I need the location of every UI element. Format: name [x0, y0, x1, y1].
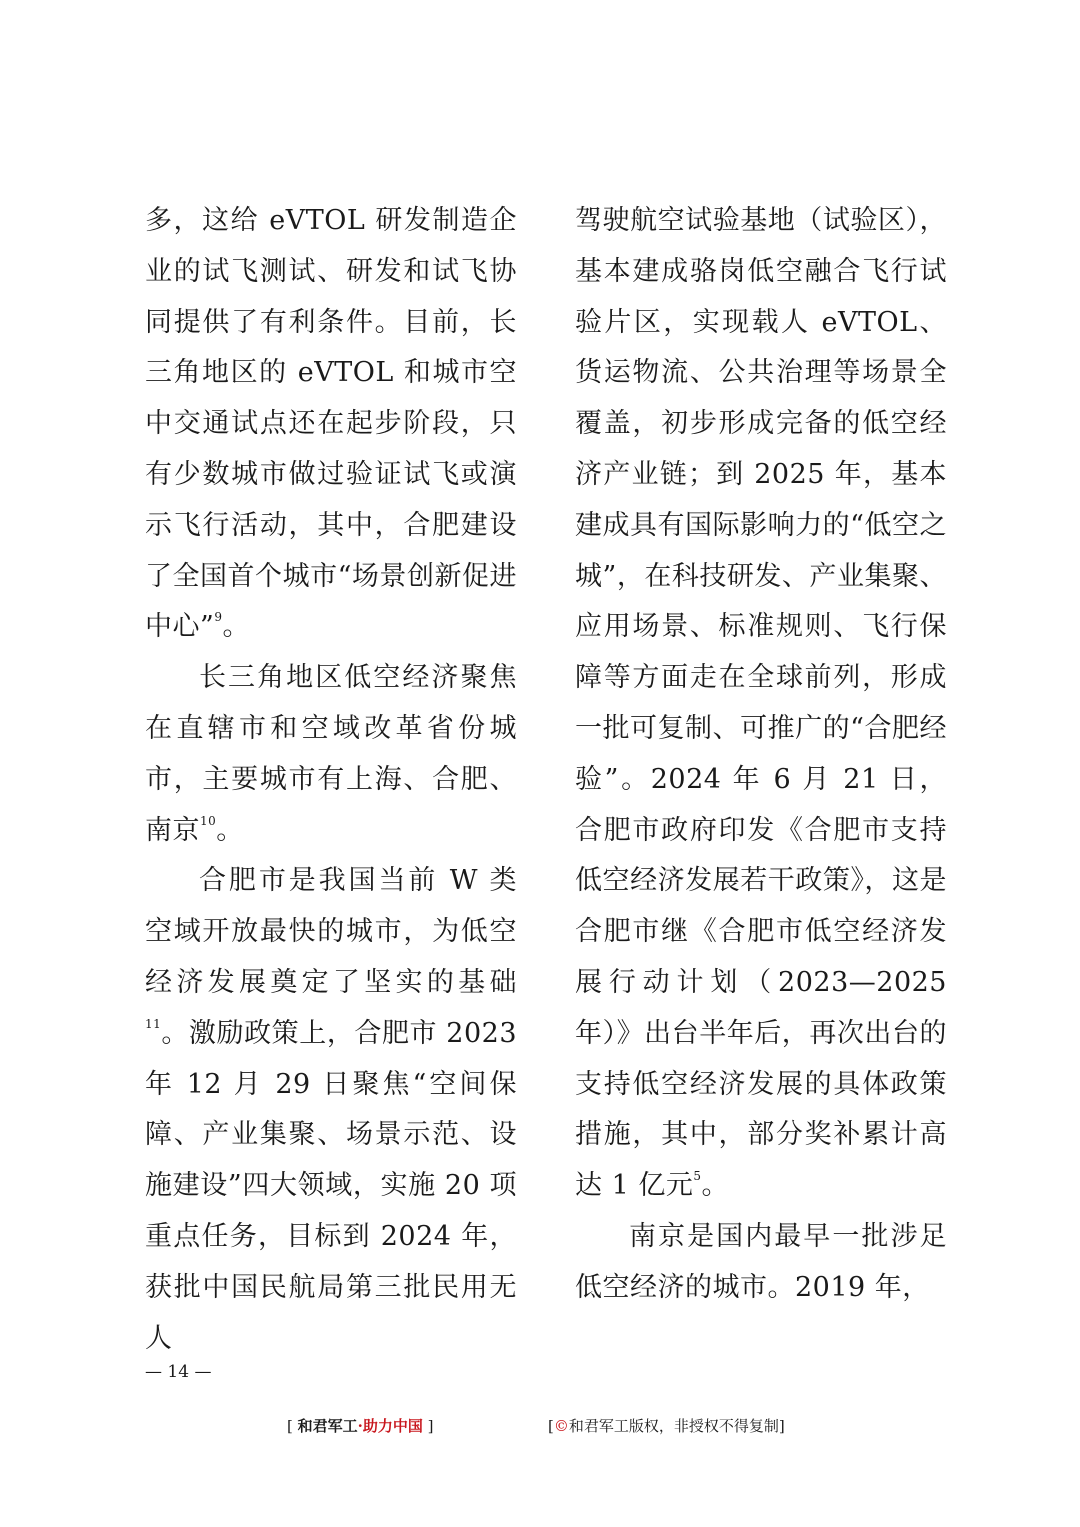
brand-name: 和君军工 [297, 1417, 358, 1435]
left-paragraph-1-text: 多，这给 eVTOL 研发制造企业的试飞测试、研发和试飞协同提供了有利条件。目前，长三角地区的 eVTOL 和城市空中交通试点还在起步阶段，只有少数城市做过验证试飞或演示飞行活动，其中，合肥建设了全国首个城市“场景创新促进中心” [145, 205, 517, 643]
left-column [145, 196, 517, 1364]
left-paragraph-3-text-a: 合肥市是我国当前 W 类空域开放最快的城市，为低空经济发展奠定了坚实的基础 [145, 865, 517, 998]
right-paragraph-1-end: 。 [701, 1170, 729, 1202]
right-column [575, 196, 947, 1314]
footer-bracket-close: ] [422, 1417, 434, 1435]
footnote-ref-5[interactable]: 5 [693, 1169, 702, 1184]
left-paragraph-1-end: 。 [222, 611, 250, 643]
left-paragraph-2-end: 。 [216, 814, 244, 846]
brand-slogan: 助力中国 [362, 1417, 423, 1435]
right-paragraph-2-text: 南京是国内最早一批涉足低空经济的城市。2019 年， [575, 1220, 947, 1303]
left-paragraph-3 [145, 856, 517, 1364]
footer-bracket-open: [ [287, 1417, 298, 1435]
left-paragraph-2 [145, 653, 517, 856]
left-paragraph-3-text-b: 。激励政策上，合肥市 2023 年 12 月 29 日聚焦“空间保障、产业集聚、场景示范、设施建设”四大领域，实施 20 项重点任务，目标到 2024 年，获批中国民航局第三批民用无人 [145, 1017, 517, 1354]
footer-brand [287, 1415, 434, 1436]
footer-copyright [548, 1415, 785, 1436]
footnote-ref-11[interactable]: 11 [145, 1016, 162, 1031]
footnote-ref-10[interactable]: 10 [200, 813, 217, 828]
page-number: — 14 — [145, 1362, 212, 1382]
footnote-ref-9[interactable]: 9 [214, 610, 223, 625]
left-paragraph-2-text: 长三角地区低空经济聚焦在直辖市和空域改革省份城市，主要城市有上海、合肥、南京 [145, 662, 517, 846]
left-paragraph-1 [145, 196, 517, 653]
brand-separator: · [357, 1417, 363, 1435]
copyright-bracket-open: [ [548, 1417, 554, 1435]
copyright-text: 和君军工版权，非授权不得复制 [568, 1417, 779, 1435]
right-paragraph-2 [575, 1212, 947, 1314]
copyright-bracket-close: ] [778, 1417, 785, 1435]
right-paragraph-1 [575, 196, 947, 1212]
copyright-icon: © [553, 1417, 569, 1435]
right-paragraph-1-text: 驾驶航空试验基地（试验区），基本建成骆岗低空融合飞行试验片区，实现载人 eVTOL、货运物流、公共治理等场景全覆盖，初步形成完备的低空经济产业链；到 2025 年，基本建成具有国际影响力的“低空之城”，在科技研发、产业集聚、应用场景、标准规则、飞行保障等方面走在全球前列，形成一批可复制、可推广的“合肥经验”。2024 年 6 月 21 日，合肥市政府印发《合肥市支持低空经济发展若干政策》，这是合肥市继《合肥市低空经济发展行动计划（2023—2025 年）》出台半年后，再次出台的支持低空经济发展的具体政策措施，其中，部分奖补累计高达 1 亿元 [575, 205, 947, 1202]
